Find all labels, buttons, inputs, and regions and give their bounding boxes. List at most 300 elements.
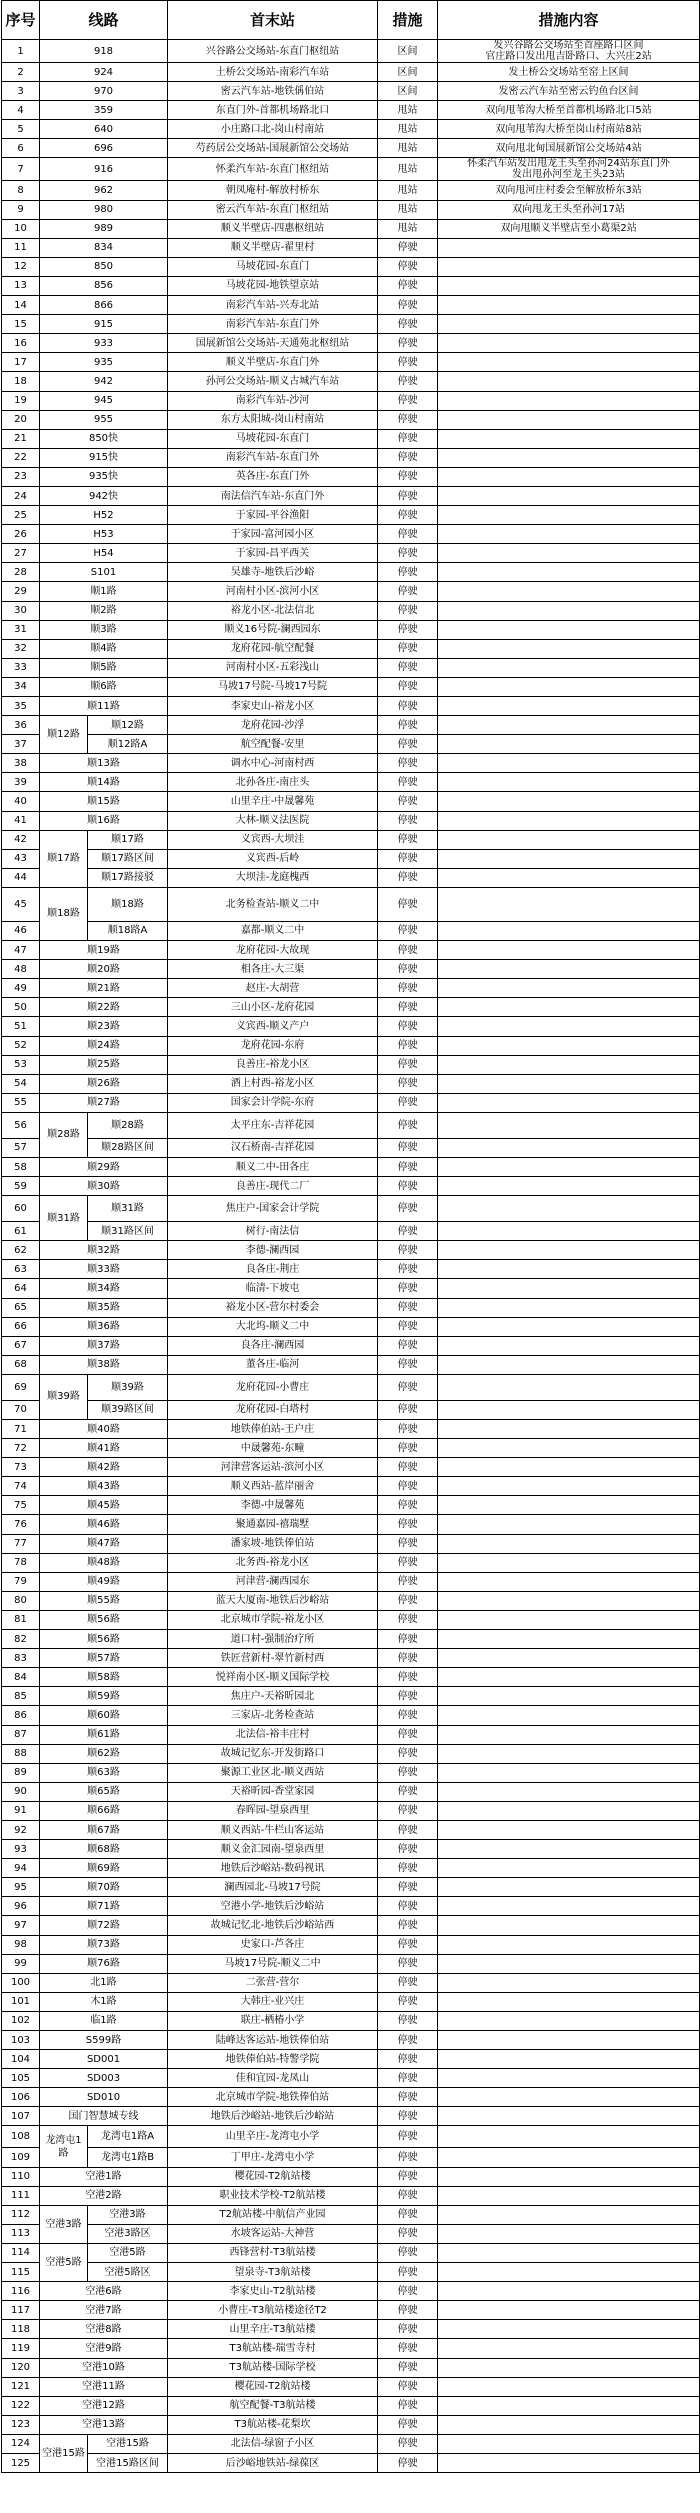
route-measures-table (1, 0, 700, 2473)
row-index: 72 (2, 1439, 40, 1458)
measure-cell: 停驶 (378, 2358, 438, 2377)
row-index: 80 (2, 1591, 40, 1610)
content-cell (438, 1897, 700, 1916)
terminals-cell: 河南村小区-滨河小区 (168, 582, 378, 601)
content-cell (438, 1157, 700, 1176)
terminals-cell: 马坡花园-地铁望京站 (168, 276, 378, 295)
terminals-cell: 大坝洼-龙庭槐西 (168, 868, 378, 887)
terminals-cell: 朝凤庵村-解放村桥东 (168, 181, 378, 200)
content-cell (438, 486, 700, 505)
table-row (2, 941, 700, 960)
terminals-cell: 太平庄东-吉祥花园 (168, 1112, 378, 1138)
measure-cell: 停驶 (378, 1840, 438, 1859)
table-row (2, 2011, 700, 2030)
row-index: 10 (2, 219, 40, 238)
route-cell: 顺33路 (40, 1260, 168, 1279)
content-cell (438, 1177, 700, 1196)
content-cell: 双向甩苇沟大桥至岗山村南站8站 (438, 120, 700, 139)
content-cell (438, 1725, 700, 1744)
terminals-cell: 二张营-营尔 (168, 1973, 378, 1992)
row-index: 5 (2, 120, 40, 139)
table-row (2, 2126, 700, 2148)
terminals-cell: 顺义金汇园南-望泉西里 (168, 1840, 378, 1859)
row-index: 58 (2, 1157, 40, 1176)
terminals-cell: 北孙各庄-南庄头 (168, 773, 378, 792)
header-index: 序号 (2, 1, 40, 40)
route-cell: 龙湾屯1路B (88, 2148, 168, 2167)
row-index: 15 (2, 315, 40, 334)
terminals-cell: 故城记忆北-地铁后沙峪站西 (168, 1916, 378, 1935)
row-index: 1 (2, 40, 40, 63)
measure-cell: 停驶 (378, 921, 438, 940)
row-index: 91 (2, 1801, 40, 1820)
table-row (2, 40, 700, 63)
table-row (2, 1591, 700, 1610)
row-index: 100 (2, 1973, 40, 1992)
row-index: 50 (2, 998, 40, 1017)
content-cell (438, 2050, 700, 2069)
route-cell: 顺2路 (40, 601, 168, 620)
route-cell: 空港15路 (88, 2434, 168, 2453)
route-cell: 顺24路 (40, 1036, 168, 1055)
terminals-cell: 南法信汽车站-东直门外 (168, 486, 378, 505)
terminals-cell: 吴雄寺-地铁后沙峪 (168, 563, 378, 582)
terminals-cell: 良善庄-现代二厂 (168, 1177, 378, 1196)
route-cell: 空港10路 (40, 2358, 168, 2377)
measure-cell: 停驶 (378, 1725, 438, 1744)
content-cell (438, 563, 700, 582)
row-index: 43 (2, 849, 40, 868)
measure-cell: 停驶 (378, 525, 438, 544)
route-cell: 850快 (40, 429, 168, 448)
terminals-cell: 焦庄户-天裕昕园北 (168, 1687, 378, 1706)
content-cell (438, 1112, 700, 1138)
content-cell (438, 1954, 700, 1973)
measure-cell: 停驶 (378, 2263, 438, 2282)
terminals-cell: 陆峰达客运站-地铁俸伯站 (168, 2031, 378, 2050)
row-index: 108 (2, 2126, 40, 2148)
terminals-cell: 义宾西-顺义产户 (168, 1017, 378, 1036)
table-row (2, 101, 700, 120)
content-cell (438, 601, 700, 620)
table-row (2, 1878, 700, 1897)
route-cell: 顺39路 (88, 1374, 168, 1400)
table-row (2, 1820, 700, 1839)
table-row (2, 2339, 700, 2358)
measure-cell: 停驶 (378, 1420, 438, 1439)
header-terminals: 首末站 (168, 1, 378, 40)
row-index: 87 (2, 1725, 40, 1744)
measure-cell: 停驶 (378, 868, 438, 887)
table-row (2, 2243, 700, 2262)
row-index: 77 (2, 1534, 40, 1553)
measure-cell: 停驶 (378, 2243, 438, 2262)
measure-cell: 甩站 (378, 139, 438, 158)
measure-cell: 停驶 (378, 1496, 438, 1515)
terminals-cell: 大北坞-顺义二中 (168, 1317, 378, 1336)
header-row (2, 1, 700, 40)
row-index: 67 (2, 1336, 40, 1355)
content-cell (438, 1055, 700, 1074)
terminals-cell: 故城记忆东-开发街路口 (168, 1744, 378, 1763)
route-cell: S101 (40, 563, 168, 582)
measure-cell: 停驶 (378, 697, 438, 716)
row-index: 49 (2, 979, 40, 998)
row-index: 81 (2, 1610, 40, 1629)
row-index: 93 (2, 1840, 40, 1859)
content-cell (438, 1553, 700, 1572)
terminals-cell: 山里辛庄-中晟馨苑 (168, 792, 378, 811)
measure-cell: 区间 (378, 40, 438, 63)
route-cell: 顺5路 (40, 658, 168, 677)
route-cell: 989 (40, 219, 168, 238)
table-row (2, 2050, 700, 2069)
row-index: 8 (2, 181, 40, 200)
measure-cell: 停驶 (378, 639, 438, 658)
measure-cell: 停驶 (378, 960, 438, 979)
table-row (2, 979, 700, 998)
route-cell: 顺18路A (88, 921, 168, 940)
row-index: 109 (2, 2148, 40, 2167)
table-row (2, 1725, 700, 1744)
content-cell (438, 544, 700, 563)
content-cell (438, 2088, 700, 2107)
row-index: 3 (2, 82, 40, 101)
content-cell (438, 1801, 700, 1820)
measure-cell: 停驶 (378, 1298, 438, 1317)
row-index: 70 (2, 1400, 40, 1419)
content-cell (438, 1687, 700, 1706)
row-index: 38 (2, 754, 40, 773)
route-cell: 顺40路 (40, 1420, 168, 1439)
row-index: 21 (2, 429, 40, 448)
content-cell (438, 773, 700, 792)
terminals-cell: 天裕昕园-香堂家园 (168, 1782, 378, 1801)
content-cell (438, 2282, 700, 2301)
row-index: 115 (2, 2263, 40, 2282)
row-index: 7 (2, 158, 40, 181)
measure-cell: 停驶 (378, 1820, 438, 1839)
measure-cell: 停驶 (378, 830, 438, 849)
terminals-cell: T2航站楼-中航信产业园 (168, 2205, 378, 2224)
measure-cell: 停驶 (378, 1279, 438, 1298)
measure-cell: 停驶 (378, 315, 438, 334)
row-index: 62 (2, 1241, 40, 1260)
table-row (2, 120, 700, 139)
measure-cell: 停驶 (378, 1222, 438, 1241)
route-group-cell: 顺18路 (40, 887, 88, 940)
route-cell: 955 (40, 410, 168, 429)
content-cell (438, 2301, 700, 2320)
terminals-cell: 嘉都-顺义二中 (168, 921, 378, 940)
content-cell (438, 1782, 700, 1801)
measure-cell: 停驶 (378, 1801, 438, 1820)
route-cell: 顺69路 (40, 1859, 168, 1878)
table-row (2, 1420, 700, 1439)
route-cell: 临1路 (40, 2011, 168, 2030)
measure-cell: 停驶 (378, 2415, 438, 2434)
measure-cell: 停驶 (378, 1036, 438, 1055)
content-cell (438, 2148, 700, 2167)
content-cell (438, 1649, 700, 1668)
terminals-cell: 小曹庄-T3航站楼途径T2 (168, 2301, 378, 2320)
table-row (2, 1553, 700, 1572)
table-row (2, 200, 700, 219)
content-cell (438, 315, 700, 334)
content-cell (438, 849, 700, 868)
terminals-cell: 于家园-昌平西关 (168, 544, 378, 563)
measure-cell: 停驶 (378, 1572, 438, 1591)
content-cell (438, 1744, 700, 1763)
table-row (2, 1706, 700, 1725)
route-cell: 顺17路 (88, 830, 168, 849)
route-group-cell: 顺28路 (40, 1112, 88, 1157)
measure-cell: 停驶 (378, 1668, 438, 1687)
route-cell: 顺12路 (88, 716, 168, 735)
measure-cell: 停驶 (378, 1074, 438, 1093)
content-cell (438, 2263, 700, 2282)
content-cell (438, 1036, 700, 1055)
content-cell (438, 2167, 700, 2186)
route-cell: 顺66路 (40, 1801, 168, 1820)
route-cell: 顺36路 (40, 1317, 168, 1336)
row-index: 39 (2, 773, 40, 792)
route-cell: SD001 (40, 2050, 168, 2069)
table-row (2, 887, 700, 921)
row-index: 75 (2, 1496, 40, 1515)
route-cell: 顺21路 (40, 979, 168, 998)
measure-cell: 甩站 (378, 181, 438, 200)
row-index: 45 (2, 887, 40, 921)
measure-cell: 停驶 (378, 2031, 438, 2050)
content-cell (438, 429, 700, 448)
content-cell (438, 1196, 700, 1222)
table-row (2, 1298, 700, 1317)
route-cell: 顺30路 (40, 1177, 168, 1196)
terminals-cell: 顺义二中-田各庄 (168, 1157, 378, 1176)
table-row (2, 1649, 700, 1668)
route-cell: 空港12路 (40, 2396, 168, 2415)
terminals-cell: 于家园-平谷渔阳 (168, 506, 378, 525)
terminals-cell: 地铁后沙峪站-地铁后沙峪站 (168, 2107, 378, 2126)
route-cell: 顺48路 (40, 1553, 168, 1572)
route-cell: 顺14路 (40, 773, 168, 792)
content-cell: 怀柔汽车站发出甩龙王头至孙河24站东直门外 发出甩孙河至龙王头23站 (438, 158, 700, 181)
terminals-cell: 焦庄户-国家会计学院 (168, 1196, 378, 1222)
table-row (2, 1458, 700, 1477)
measure-cell: 停驶 (378, 2453, 438, 2472)
route-group-cell: 顺17路 (40, 830, 88, 887)
measure-cell: 甩站 (378, 101, 438, 120)
terminals-cell: 樱花园-T2航站楼 (168, 2377, 378, 2396)
terminals-cell: 铁匠营新村-翠竹新村西 (168, 1649, 378, 1668)
route-cell: 北1路 (40, 1973, 168, 1992)
table-row (2, 1355, 700, 1374)
route-cell: 916 (40, 158, 168, 181)
content-cell (438, 620, 700, 639)
route-cell: 空港1路 (40, 2167, 168, 2186)
measure-cell: 停驶 (378, 2050, 438, 2069)
measure-cell: 停驶 (378, 276, 438, 295)
row-index: 56 (2, 1112, 40, 1138)
terminals-cell: 龙府花园-白塔村 (168, 1400, 378, 1419)
row-index: 66 (2, 1317, 40, 1336)
terminals-cell: 北法信-裕丰庄村 (168, 1725, 378, 1744)
row-index: 27 (2, 544, 40, 563)
row-index: 12 (2, 257, 40, 276)
row-index: 24 (2, 486, 40, 505)
table-row (2, 1074, 700, 1093)
row-index: 99 (2, 1954, 40, 1973)
measure-cell: 停驶 (378, 1992, 438, 2011)
table-row (2, 2186, 700, 2205)
measure-cell: 停驶 (378, 544, 438, 563)
route-cell: 359 (40, 101, 168, 120)
terminals-cell: 顺义16号院-澜西园东 (168, 620, 378, 639)
measure-cell: 停驶 (378, 735, 438, 754)
row-index: 52 (2, 1036, 40, 1055)
route-cell: 942 (40, 372, 168, 391)
terminals-cell: 潘家坡-地铁俸伯站 (168, 1534, 378, 1553)
route-cell: 空港11路 (40, 2377, 168, 2396)
terminals-cell: 蓝天大厦南-地铁后沙峪站 (168, 1591, 378, 1610)
content-cell (438, 1017, 700, 1036)
measure-cell: 停驶 (378, 2320, 438, 2339)
content-cell (438, 1496, 700, 1515)
content-cell (438, 1420, 700, 1439)
measure-cell: 停驶 (378, 1610, 438, 1629)
row-index: 69 (2, 1374, 40, 1400)
content-cell (438, 1336, 700, 1355)
content-cell (438, 1439, 700, 1458)
terminals-cell: 西锋营村-T3航站楼 (168, 2243, 378, 2262)
route-cell: 顺26路 (40, 1074, 168, 1093)
table-row (2, 1630, 700, 1649)
content-cell (438, 716, 700, 735)
route-group-cell: 龙湾屯1路 (40, 2126, 88, 2167)
row-index: 29 (2, 582, 40, 601)
terminals-cell: 英各庄-东直门外 (168, 467, 378, 486)
row-index: 73 (2, 1458, 40, 1477)
table-row (2, 811, 700, 830)
table-row (2, 1801, 700, 1820)
table-row (2, 2301, 700, 2320)
table-row (2, 1196, 700, 1222)
row-index: 125 (2, 2453, 40, 2472)
table-row (2, 1496, 700, 1515)
route-cell: 顺19路 (40, 941, 168, 960)
content-cell (438, 2224, 700, 2243)
content-cell: 双向甩龙王头至孙河17站 (438, 200, 700, 219)
content-cell (438, 2415, 700, 2434)
row-index: 26 (2, 525, 40, 544)
measure-cell: 停驶 (378, 1591, 438, 1610)
content-cell (438, 2107, 700, 2126)
terminals-cell: 马坡17号院-顺义二中 (168, 1954, 378, 1973)
route-cell: 顺58路 (40, 1668, 168, 1687)
table-body (2, 40, 700, 2473)
content-cell (438, 941, 700, 960)
row-index: 94 (2, 1859, 40, 1878)
terminals-cell: 联庄-栖椿小学 (168, 2011, 378, 2030)
measure-cell: 停驶 (378, 1782, 438, 1801)
route-cell: 顺76路 (40, 1954, 168, 1973)
route-cell: 顺35路 (40, 1298, 168, 1317)
terminals-cell: 河津营客运站-滨河小区 (168, 1458, 378, 1477)
row-index: 35 (2, 697, 40, 716)
measure-cell: 停驶 (378, 716, 438, 735)
table-row (2, 1055, 700, 1074)
measure-cell: 停驶 (378, 620, 438, 639)
table-row (2, 960, 700, 979)
terminals-cell: 后沙峪地铁站-绿葆区 (168, 2453, 378, 2472)
route-cell: SD010 (40, 2088, 168, 2107)
terminals-cell: 佳和宜园-龙凤山 (168, 2069, 378, 2088)
table-row (2, 582, 700, 601)
content-cell (438, 1374, 700, 1400)
measure-cell: 甩站 (378, 120, 438, 139)
table-row (2, 1400, 700, 1419)
route-cell: 顺61路 (40, 1725, 168, 1744)
measure-cell: 停驶 (378, 1374, 438, 1400)
route-cell: 顺1路 (40, 582, 168, 601)
table-row (2, 410, 700, 429)
terminals-cell: 怀柔汽车站-东直门枢纽站 (168, 158, 378, 181)
terminals-cell: 小庄路口北-岗山村南站 (168, 120, 378, 139)
row-index: 111 (2, 2186, 40, 2205)
row-index: 118 (2, 2320, 40, 2339)
route-cell: 顺59路 (40, 1687, 168, 1706)
content-cell: 发兴谷路公交场站至首座路口区间 官庄路口发出甩吉卧路口、大兴庄2站 (438, 40, 700, 63)
table-row (2, 2167, 700, 2186)
content-cell (438, 1515, 700, 1534)
table-row (2, 315, 700, 334)
route-cell: 顺12路A (88, 735, 168, 754)
table-row (2, 486, 700, 505)
route-cell: 顺15路 (40, 792, 168, 811)
terminals-cell: 马坡花园-东直门 (168, 257, 378, 276)
measure-cell: 停驶 (378, 2107, 438, 2126)
content-cell (438, 276, 700, 295)
table-row (2, 1439, 700, 1458)
row-index: 107 (2, 2107, 40, 2126)
measure-cell: 停驶 (378, 1630, 438, 1649)
route-cell: 935 (40, 353, 168, 372)
measure-cell: 停驶 (378, 979, 438, 998)
table-row (2, 2107, 700, 2126)
row-index: 103 (2, 2031, 40, 2050)
route-cell: 935快 (40, 467, 168, 486)
terminals-cell: 大林-顺义法医院 (168, 811, 378, 830)
row-index: 9 (2, 200, 40, 219)
route-cell: 顺25路 (40, 1055, 168, 1074)
row-index: 16 (2, 334, 40, 353)
terminals-cell: 董各庄-临河 (168, 1355, 378, 1374)
content-cell (438, 1279, 700, 1298)
measure-cell: 停驶 (378, 1458, 438, 1477)
content-cell (438, 1973, 700, 1992)
route-cell: 962 (40, 181, 168, 200)
row-index: 19 (2, 391, 40, 410)
content-cell (438, 525, 700, 544)
terminals-cell: 龙府花园-航空配餐 (168, 639, 378, 658)
table-row (2, 1534, 700, 1553)
measure-cell: 停驶 (378, 2167, 438, 2186)
row-index: 48 (2, 960, 40, 979)
terminals-cell: 土桥公交场站-南彩汽车站 (168, 63, 378, 82)
route-group-cell: 空港3路 (40, 2205, 88, 2243)
content-cell (438, 296, 700, 315)
